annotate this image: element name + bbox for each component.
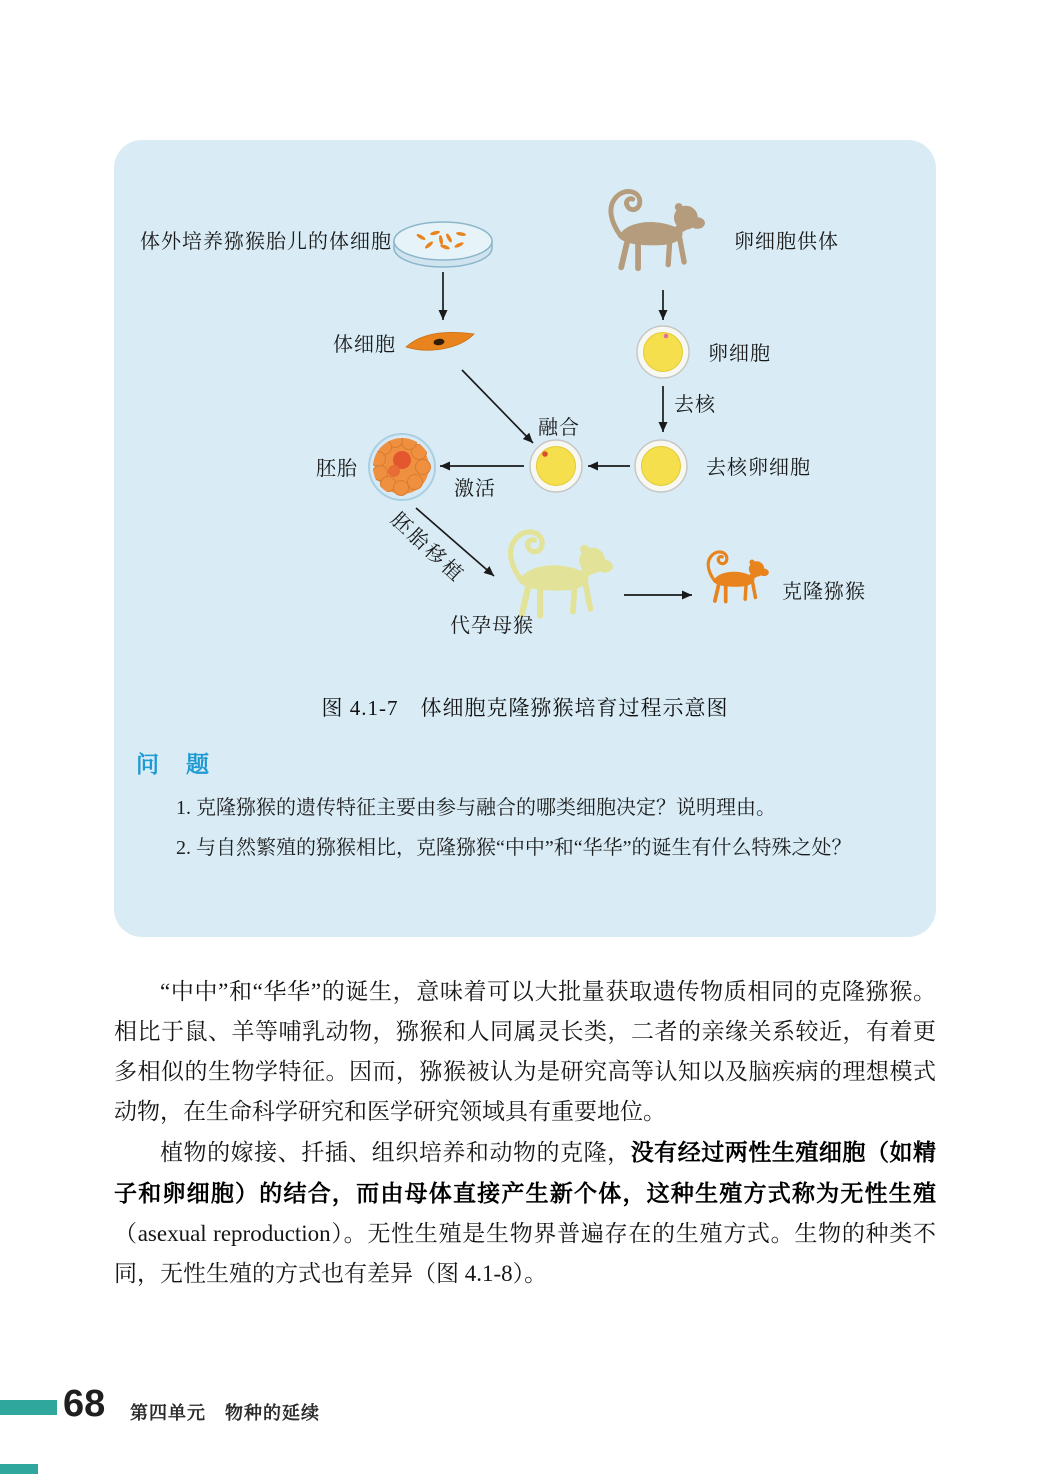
label-cloned-monkey: 克隆猕猴 bbox=[782, 581, 866, 603]
questions-header: 问 题 bbox=[136, 751, 211, 777]
somatic-cell-figure bbox=[406, 332, 474, 350]
body-text bbox=[114, 972, 936, 1294]
label-enucleate: 去核 bbox=[674, 394, 716, 416]
egg-donor-monkey-figure bbox=[611, 191, 705, 268]
label-embryo: 胚胎 bbox=[316, 458, 358, 480]
embryo-figure bbox=[369, 433, 435, 501]
page-edge-accent bbox=[0, 1464, 38, 1474]
question-2: 2. 与自然繁殖的猕猴相比，克隆猕猴“中中”和“华华”的诞生有什么特殊之处？ bbox=[176, 837, 852, 859]
label-egg-donor: 卵细胞供体 bbox=[734, 231, 839, 253]
figure-caption: 图 4.1-7 体细胞克隆猕猴培育过程示意图 bbox=[321, 696, 729, 720]
label-activation: 激活 bbox=[454, 478, 496, 500]
footer-unit-title: 第四单元 物种的延续 bbox=[130, 1403, 320, 1423]
petri-dish-figure bbox=[394, 222, 492, 267]
arrow-somatic-to-fusion bbox=[462, 370, 533, 443]
cloned-monkey-figure bbox=[708, 552, 769, 602]
enucleated-egg-figure bbox=[635, 440, 687, 492]
fused-cell-figure bbox=[530, 440, 582, 492]
surrogate-monkey-figure bbox=[511, 532, 613, 616]
label-enucleated-egg: 去核卵细胞 bbox=[706, 457, 811, 479]
footer-accent-bar bbox=[0, 1400, 57, 1415]
egg-cell-figure bbox=[637, 326, 689, 378]
label-cultured-cells: 体外培养猕猴胎儿的体细胞 bbox=[140, 231, 392, 253]
cloning-process-diagram bbox=[114, 140, 936, 688]
paragraph-2-lead: 植物的嫁接、扦插、组织培养和动物的克隆， bbox=[160, 1140, 631, 1165]
question-1: 1. 克隆猕猴的遗传特征主要由参与融合的哪类细胞决定？说明理由。 bbox=[176, 797, 776, 819]
label-fusion: 融合 bbox=[538, 417, 580, 439]
paragraph-2-tail: （asexual reproduction）。无性生殖是生物界普遍存在的生殖方式。生物的种类不同，无性生殖的方式也有差异（图 4.1-8）。 bbox=[114, 1221, 936, 1286]
label-embryo-transfer: 胚胎移植 bbox=[386, 508, 469, 588]
paragraph-2-emphasis: 没有经过两性生殖细胞（如精子和卵细胞）的结合，而由母体直接产生新个体，这种生殖方式称为无性生殖 bbox=[114, 1139, 936, 1206]
label-egg-cell: 卵细胞 bbox=[708, 343, 771, 365]
label-surrogate-mother: 代孕母猴 bbox=[450, 615, 534, 637]
questions-block bbox=[136, 788, 912, 868]
label-somatic-cell: 体细胞 bbox=[333, 334, 396, 356]
figure-panel bbox=[114, 140, 936, 937]
paragraph-1: “中中”和“华华”的诞生，意味着可以大批量获取遗传物质相同的克隆猕猴。相比于鼠、羊等哺乳动物，猕猴和人同属灵长类，二者的亲缘关系较近，有着更多相似的生物学特征。因而，猕猴被认为是研究高等认知以及脑疾病的理想模式动物，在生命科学研究和医学研究领域具有重要地位。 bbox=[114, 979, 936, 1124]
page-number: 68 bbox=[63, 1383, 106, 1425]
paragraph-2 bbox=[114, 1132, 936, 1294]
